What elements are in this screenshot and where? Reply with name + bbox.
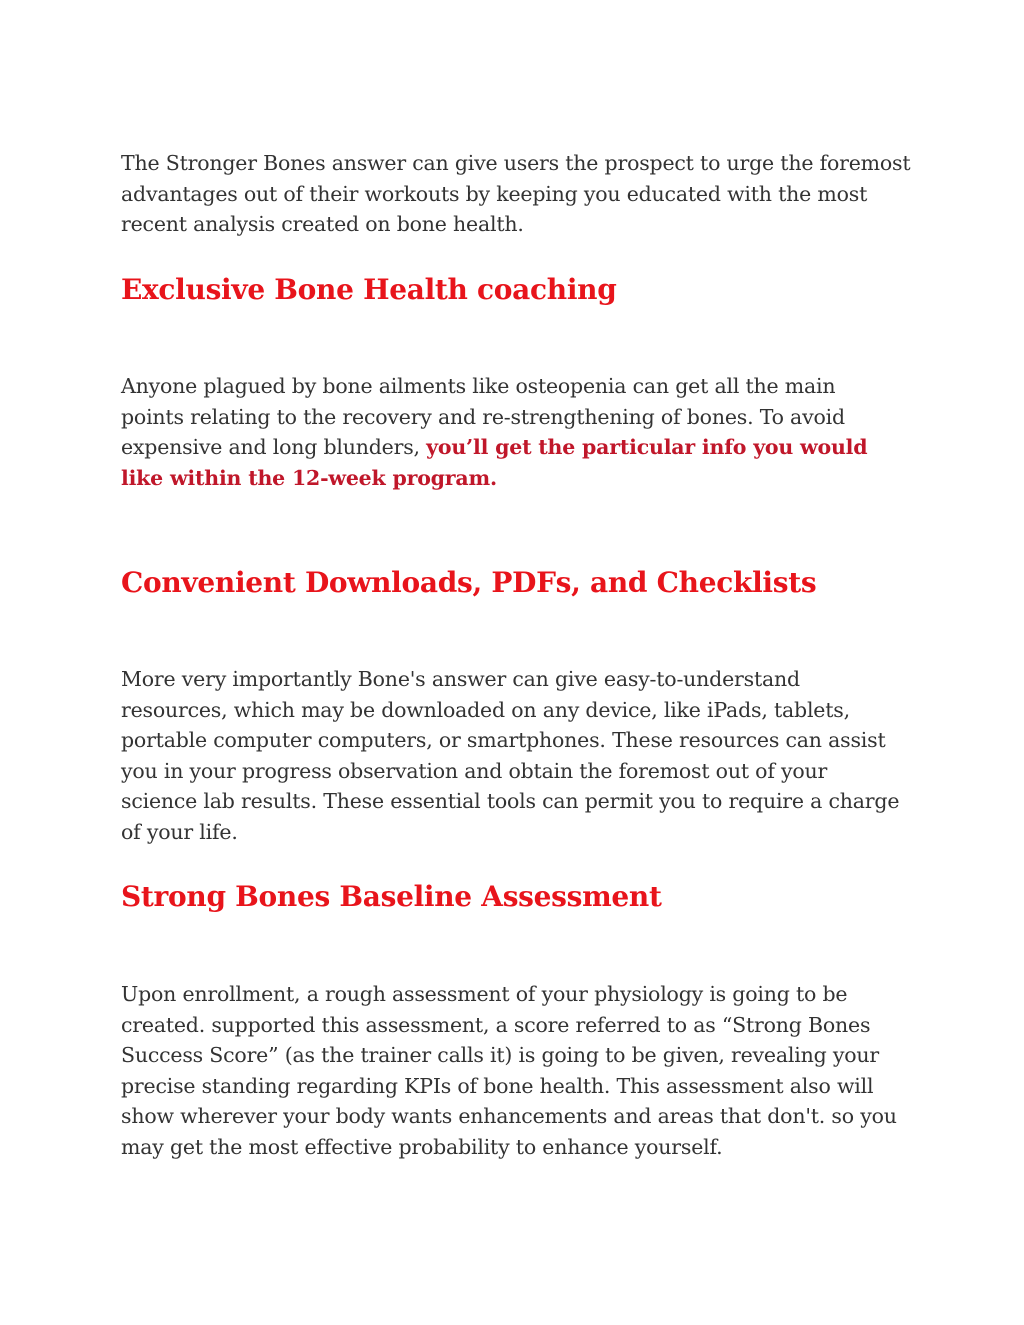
- bone-health-coaching-paragraph: [121, 371, 911, 493]
- paragraph-line: portable computer computers, or smartphones. These resources can assist: [121, 728, 886, 753]
- paragraph-line: may get the most effective probability to enhance yourself.: [121, 1134, 723, 1159]
- paragraph-line: Anyone plagued by bone ailments like osteopenia can get all the main: [121, 374, 836, 398]
- paragraph-line: you in your progress observation and obtain the foremost out of your: [121, 758, 828, 783]
- intro-line: The Stronger Bones answer can give users the prospect to urge the foremost: [121, 151, 911, 175]
- baseline-assessment-paragraph: [121, 979, 911, 1163]
- paragraph-line: Success Score” (as the trainer calls it) is going to be given, revealing your: [121, 1043, 879, 1068]
- paragraph-line: created. supported this assessment, a score referred to as “Strong Bones: [121, 1012, 871, 1037]
- paragraph-line: [121, 432, 911, 463]
- paragraph-text: expensive and long blunders,: [121, 435, 427, 460]
- emphasized-text: like within the 12-week program.: [121, 465, 497, 490]
- intro-line: recent analysis created on bone health.: [121, 212, 524, 237]
- paragraph-line: science lab results. These essential tools can permit you to require a charge: [121, 789, 900, 814]
- paragraph-line: resources, which may be downloaded on any device, like iPads, tablets,: [121, 697, 850, 722]
- section-heading-baseline-assessment: Strong Bones Baseline Assessment: [121, 880, 662, 913]
- paragraph-line: Upon enrollment, a rough assessment of your physiology is going to be: [121, 982, 848, 1006]
- intro-paragraph: [121, 148, 911, 240]
- paragraph-line: of your life.: [121, 819, 238, 844]
- paragraph-line: precise standing regarding KPIs of bone health. This assessment also will: [121, 1073, 874, 1098]
- section-heading-bone-health-coaching: Exclusive Bone Health coaching: [121, 273, 617, 306]
- downloads-paragraph: [121, 664, 911, 848]
- intro-line: advantages out of their workouts by keeping you educated with the most: [121, 181, 868, 206]
- paragraph-line: points relating to the recovery and re-strengthening of bones. To avoid: [121, 404, 845, 429]
- paragraph-line: More very importantly Bone's answer can give easy-to-understand: [121, 667, 800, 691]
- section-heading-downloads: Convenient Downloads, PDFs, and Checklists: [121, 566, 817, 599]
- emphasized-text: you’ll get the particular info you would: [426, 435, 868, 460]
- paragraph-line: show wherever your body wants enhancements and areas that don't. so you: [121, 1104, 897, 1129]
